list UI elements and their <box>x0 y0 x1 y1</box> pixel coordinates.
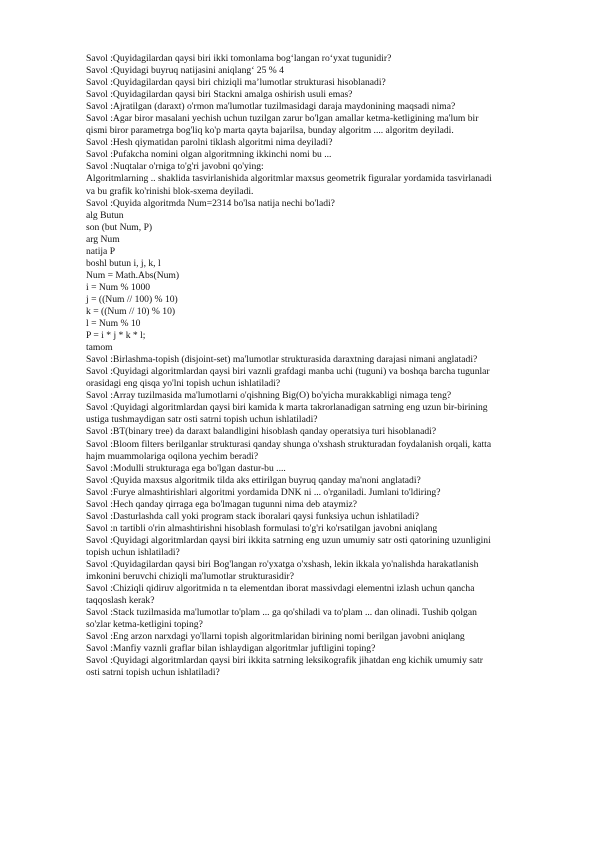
text-line: Savol :Hesh qiymatidan parolni tiklash algoritmi nima deyiladi? <box>86 137 333 149</box>
text-line: ustiga tushmaydigan satr osti satrni topish uchun ishlatiladi? <box>86 414 318 426</box>
text-line: topish uchun ishlatiladi? <box>86 546 180 558</box>
text-line: Savol :Quyidagilardan qaysi biri Stackni amalga oshirish usuli emas? <box>86 89 353 101</box>
text-line: alg Butun <box>86 209 124 221</box>
text-line: va bu grafik ko'rinishi blok-sxema deyiladi. <box>86 185 254 197</box>
text-line: Savol :BT(binary tree) da daraxt balandligini hisoblash qanday operatsiya turi hisoblanadi? <box>86 426 437 438</box>
text-line: Savol :Dasturlashda call yoki program stack iboralari qaysi funksiya uchun ishlatiladi? <box>86 510 420 522</box>
text-line: tamom <box>86 342 113 354</box>
text-line: son (but Num, P) <box>86 221 153 233</box>
text-line: Savol :Quyida algoritmda Num=2314 bo'lsa natija nechi bo'ladi? <box>86 197 335 209</box>
text-line: j = ((Num // 100) % 10) <box>86 293 178 305</box>
text-line: Savol :Quyida maxsus algoritmik tilda aks ettirilgan buyruq qanday ma'noni anglatadi? <box>86 474 421 486</box>
text-line: hajm muammolariga oqilona yechim beradi? <box>86 450 259 462</box>
text-line: imkonini beruvchi chiziqli ma'lumotlar strukturasidir? <box>86 571 294 583</box>
text-line: Savol :Pufakcha nomini olgan algoritmning ikkinchi nomi bu ... <box>86 149 332 161</box>
text-line: Savol :Ajratilgan (daraxt) o'rmon ma'lumotlar tuzilmasidagi daraja maydonining maqsadi nima? <box>86 101 456 113</box>
text-line: Savol :Quyidagi algoritmlardan qaysi biri vaznli grafdagi manba uchi (tuguni) va boshqa barcha tugunlar <box>86 366 490 378</box>
text-line: Savol :Quyidagi algoritmlardan qaysi biri kamida k marta takrorlanadigan satrning eng uzun bir-birining <box>86 402 488 414</box>
text-line: qismi biror parametrga bog'liq ko'p marta qayta bajarilsa, bunday algoritm .... algoritm deyiladi. <box>86 125 454 137</box>
text-line: Savol :Hech qanday qirraga ega bo'lmagan tugunni nima deb ataymiz? <box>86 498 358 510</box>
text-line: P = i * j * k * l; <box>86 330 146 342</box>
text-line: k = ((Num // 10) % 10) <box>86 305 176 317</box>
text-line: Algoritmlarning .. shaklida tasvirlanishida algoritmlar maxsus geometrik figuralar yordamida tasvirlanadi <box>86 173 492 185</box>
text-line: natija P <box>86 245 116 257</box>
text-line: Savol :Stack tuzilmasida ma'lumotlar to'plam ... ga qo'shiladi va to'plam ... dan olinadi. Tushib qolgan <box>86 607 477 619</box>
text-line: boshl butun i, j, k, l <box>86 257 161 269</box>
text-line: Savol :Array tuzilmasida ma'lumotlarni o'qishning Big(O) bo'yicha murakkabligi nimaga teng? <box>86 390 452 402</box>
text-line: i = Num % 1000 <box>86 281 151 293</box>
text-line: Savol :Chiziqli qidiruv algoritmida n ta elementdan iborat massivdagi elementni izlash uchun qancha <box>86 583 475 595</box>
text-line: Savol :Quyidagilardan qaysi biri Bog'langan ro'yxatga o'xshash, lekin ikkala yo'nalishda harakatlanish <box>86 558 479 570</box>
text-line: so'zlar ketma-ketligini toping? <box>86 619 203 631</box>
text-line: Savol :Quyidagi buyruq natijasini aniqlang‘ 25 % 4 <box>86 65 284 77</box>
text-line: Savol :Quyidagi algoritmlardan qaysi biri ikkita satrning eng uzun umumiy satr osti qatorining uzunligini <box>86 534 491 546</box>
text-line: Savol :n tartibli o'rin almashtirishni hisoblash formulasi to'g'ri ko'rsatilgan javobni aniqlang <box>86 522 438 534</box>
text-line: taqqoslash kerak? <box>86 595 155 607</box>
text-line: osti satrni topish uchun ishlatiladi? <box>86 667 220 679</box>
text-line: l = Num % 10 <box>86 318 141 330</box>
text-line: Savol :Birlashma-topish (disjoint-set) ma'lumotlar strukturasida daraxtning darajasi nimani anglatadi? <box>86 354 478 366</box>
text-line: Savol :Quyidagi algoritmlardan qaysi biri ikkita satrning leksikografik jihatdan eng kichik umumiy satr <box>86 655 483 667</box>
text-line: arg Num <box>86 233 120 245</box>
text-line: Savol :Modulli strukturaga ega bo'lgan dastur-bu .... <box>86 462 286 474</box>
text-line: Savol :Bloom filters berilganlar strukturasi qanday shunga o'xshash strukturadan foydalanish orqali, katta <box>86 438 492 450</box>
text-line: Savol :Nuqtalar o'rniga to'g'ri javobni qo'ying: <box>86 161 264 173</box>
document-page <box>86 53 536 679</box>
text-line: Savol :Quyidagilardan qaysi biri ikki tomonlama bog‘langan ro‘yxat tugunidir? <box>86 53 392 64</box>
text-line: orasidagi eng qisqa yo'lni topish uchun ishlatiladi? <box>86 378 281 390</box>
text-line: Savol :Furye almashtirishlari algoritmi yordamida DNK ni ... o'rganiladi. Jumlani to'ldiring? <box>86 486 441 498</box>
text-line: Savol :Manfiy vaznli graflar bilan ishlaydigan algoritmlar juftligini toping? <box>86 643 376 655</box>
text-line: Savol :Quyidagilardan qaysi biri chiziqli ma’lumotlar strukturasi hisoblanadi? <box>86 77 386 89</box>
text-line: Savol :Agar biror masalani yechish uchun tuzilgan zarur bo'lgan amallar ketma-ketligining ma'lum bir <box>86 113 479 125</box>
text-line: Savol :Eng arzon narxdagi yo'llarni topish algoritmlaridan birining nomi berilgan javobni aniqlang <box>86 631 465 643</box>
text-line: Num = Math.Abs(Num) <box>86 269 180 281</box>
